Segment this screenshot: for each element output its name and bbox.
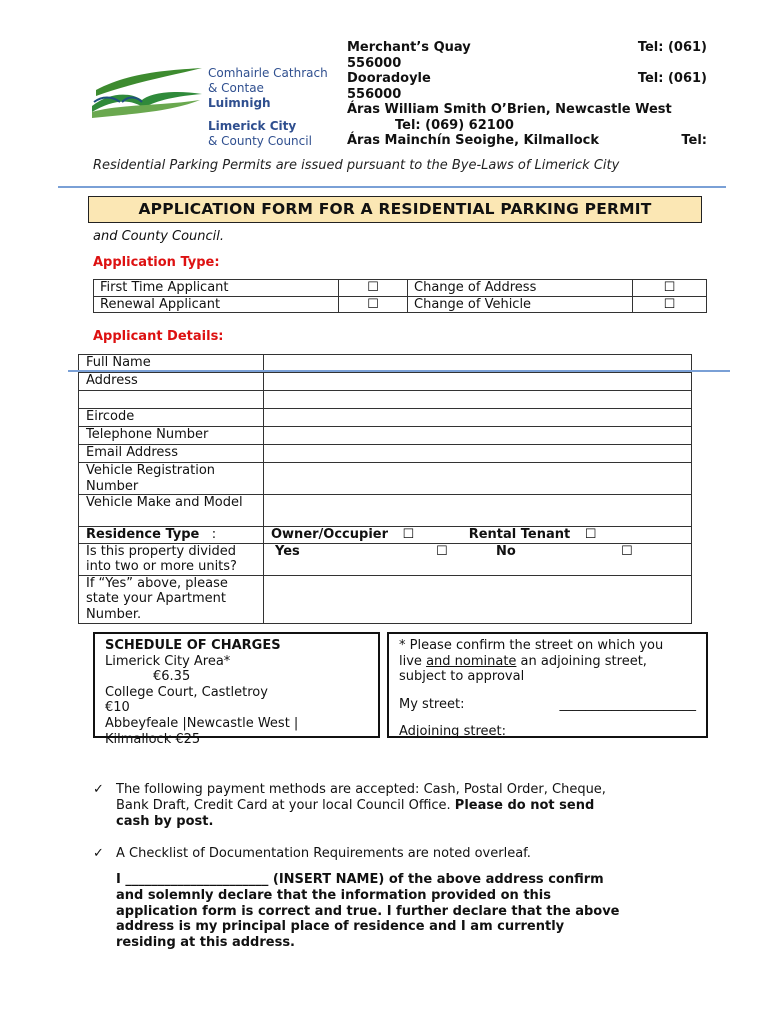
field-label: Full Name [79,355,264,373]
address-line: Merchant’s Quay Tel: (061) [347,40,707,55]
note-text: Bank Draft, Credit Card at your local Council Office. Please do not send [116,798,595,813]
field-label: Email Address [79,445,264,463]
charge-line: Kilmallock €25 [105,731,201,747]
logo-line-part: & Contae [208,81,264,95]
declaration-line: application form is correct and true. I further declare that the above [116,903,620,919]
intro-text: Residential Parking Permits are issued pursuant to the Bye-Laws of Limerick City [93,158,620,173]
adjoining-street-label: Adjoining street: [399,724,506,740]
email-input[interactable] [264,445,692,463]
yes-checkbox[interactable]: ☐ [436,543,448,559]
office-addresses [347,40,707,148]
logo-line-part: Luimnigh [208,96,271,110]
swoosh-icon [90,62,205,142]
owner-label: Owner/Occupier [271,527,388,542]
schedule-heading: SCHEDULE OF CHARGES [105,638,281,653]
note-text: A Checklist of Documentation Requirements are noted overleaf. [116,846,531,861]
table-row [79,391,692,409]
application-type-heading: Application Type: [93,255,220,270]
checklist-note [93,846,693,864]
eircode-input[interactable] [264,409,692,427]
address-line: Áras William Smith O’Brien, Newcastle West [347,102,672,117]
schedule-of-charges-box [93,632,380,747]
table-row [79,463,692,495]
field-label: Eircode [79,409,264,427]
logo-line: Comhairle Cathrach [208,66,328,80]
council-logo [90,62,330,148]
confirm-text: * Please confirm the street on which you [399,638,664,653]
logo-line: Limerick City [208,119,297,133]
checkmark-icon: ✓ [93,782,104,797]
declaration-line: residing at this address. [116,935,295,951]
divided-options [264,543,692,575]
option-label: Renewal Applicant [94,296,339,313]
change-vehicle-checkbox[interactable]: ☐ [633,296,707,313]
residence-type-options [264,527,692,544]
rental-label: Rental Tenant [468,527,571,542]
confirm-text: live and nominate an adjoining street, [399,653,647,669]
checkmark-icon: ✓ [93,846,104,861]
address-line: Áras Mainchín Seoighe, Kilmallock Tel: [347,133,707,148]
table-row [94,296,707,313]
table-row [79,527,692,544]
address-input-2[interactable] [264,391,692,409]
form-title: APPLICATION FORM FOR A RESIDENTIAL PARKING PERMIT [88,196,702,223]
owner-checkbox[interactable]: ☐ [402,527,415,542]
application-type-table [93,279,707,313]
my-street-label: My street: [399,696,465,712]
my-street-row [399,697,696,713]
table-row [79,373,692,391]
divider-line [58,186,726,188]
my-street-input[interactable]: _____________________ [559,696,696,712]
table-row [79,409,692,427]
vehicle-make-input[interactable] [264,495,692,527]
declaration-line: address is my principal place of residence and I am currently [116,919,565,935]
table-row [79,427,692,445]
charge-line: €10 [105,700,130,716]
field-label: Vehicle Registration Number [79,463,264,495]
charge-line: Abbeyfeale |Newcastle West | [105,715,299,731]
vehicle-reg-input[interactable] [264,463,692,495]
confirm-text: subject to approval [399,669,525,685]
logo-line: & County Council [208,134,312,148]
address-line: 556000 [347,55,402,71]
declaration [116,872,686,951]
field-label [79,527,264,544]
note-text: cash by post. [116,814,214,829]
logo-wordmark [208,66,330,149]
address-input-1[interactable] [264,373,692,391]
address-line: Dooradoyle Tel: (061) [347,71,707,86]
table-row [79,543,692,575]
field-label: Vehicle Make and Model [79,495,264,527]
apartment-number-input[interactable] [264,575,692,623]
logo-line [208,81,330,111]
field-label: Address [79,373,264,391]
no-checkbox[interactable]: ☐ [621,543,633,559]
payment-methods-note [93,782,693,832]
first-time-checkbox[interactable]: ☐ [339,280,408,297]
telephone-input[interactable] [264,427,692,445]
divider-line [68,370,730,372]
applicant-details-heading: Applicant Details: [93,329,224,344]
table-row [94,280,707,297]
field-label: Telephone Number [79,427,264,445]
option-label: Change of Vehicle [408,296,633,313]
rental-checkbox[interactable]: ☐ [584,527,597,542]
address-line: Tel: (069) 62100 [395,117,514,133]
declaration-line: I ______________________ (INSERT NAME) of the above address confirm [116,872,604,887]
declaration-line: and solemnly declare that the information provided on this [116,887,551,903]
table-row [79,575,692,623]
renewal-checkbox[interactable]: ☐ [339,296,408,313]
field-label: If “Yes” above, please state your Apartment Number. [79,575,264,623]
charge-line: Limerick City Area* [105,653,231,669]
yes-label: Yes [275,543,300,559]
note-text: The following payment methods are accepted: Cash, Postal Order, Cheque, [116,782,606,797]
change-address-checkbox[interactable]: ☐ [633,280,707,297]
residence-type-label: Residence Type [86,527,200,542]
no-label: No [496,543,516,559]
option-label: Change of Address [408,280,633,297]
table-row [79,445,692,463]
intro-continuation: and County Council. [93,229,225,244]
charge-line: College Court, Castletroy [105,684,268,700]
field-label: Is this property divided into two or more units? [79,543,264,575]
charge-line: €6.35 [153,669,191,685]
field-label [79,391,264,409]
applicant-details-table [78,354,692,624]
table-row [79,495,692,527]
colon: : [211,527,217,542]
option-label: First Time Applicant [94,280,339,297]
address-line: 556000 [347,86,402,102]
street-confirmation-box [387,632,708,738]
